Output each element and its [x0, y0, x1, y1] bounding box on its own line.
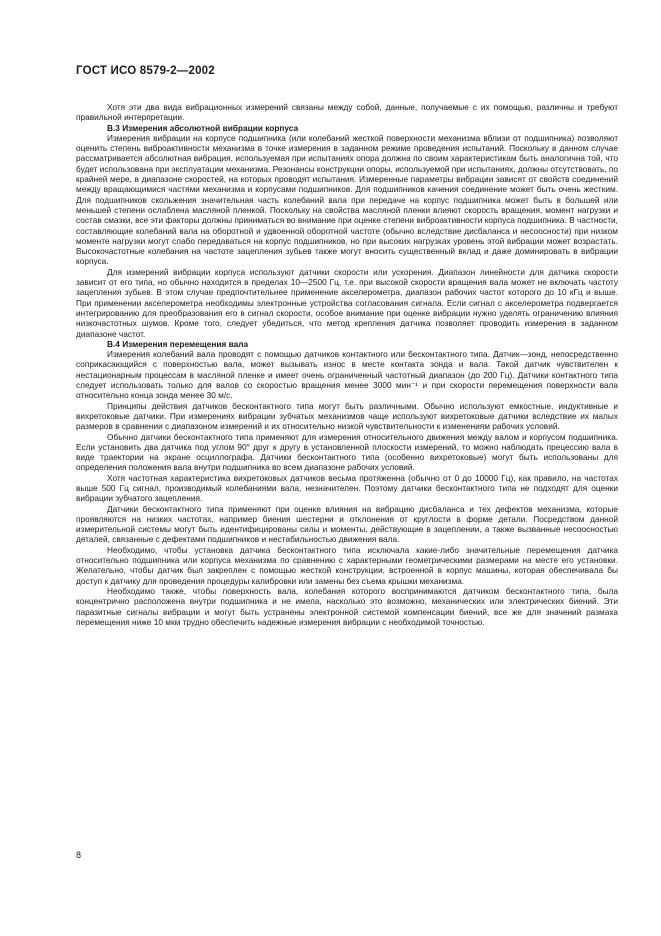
- paragraph-b4-1: Измерения колебаний вала проводят с помощью датчиков контактного или бесконтактного типа. Датчик—зонд, непосредственно соприкасающийся с поверхностью вала, может вызывать износ в месте контакта зонда и вала. Такой датчик чувствителен к нестационарным процессам в масляной пленке и имеет очень ограниченный частотный диапазон (до 200 Гц). Датчики контактного типа следует использовать только для валов со скоростью вращения менее 3000 мин⁻¹ и при скорости перемещения поверхности вала относительно конца зонда менее 30 м/с.: [76, 349, 618, 401]
- paragraph-b4-3: Обычно датчики бесконтактного типа применяют для измерения относительного движения между валом и корпусом подшипника. Если установить два датчика под углом 90° друг к другу в установленной плоскости измерений, то можно наблюдать прецессию вала в виде траектории на экране осциллографа. Датчики бесконтактного типа (особенно вихретоковые) могут быть использованы для определения положения вала внутри подшипника во всем диапазоне рабочих условий.: [76, 431, 618, 473]
- paragraph-b4-4: Хотя частотная характеристика вихретоковых датчиков весьма протяженна (обычно от 0 до 10000 Гц), как правило, на частотах выше 500 Гц сигнал, производимый колебаниями вала, незначителен. Поэтому датчики бесконтактного типа не подходят для оценки вибрации зубчатого зацепления.: [76, 472, 618, 504]
- page-number: 8: [76, 850, 82, 860]
- paragraph-b4-7: Необходимо также, чтобы поверхность вала, колебания которого воспринимаются датчиком бесконтактного типа, была концентрично расположена внутри подшипника и не имела, насколько это возможно, механических или электрических биений. Эти паразитные сигналы вибрации и могут быть устранены электронной системой компенсации биений, все же для значений размаха перемещения ниже 10 мкм трудно обеспечить надежные измерения вибрации с необходимой точностью.: [76, 585, 618, 627]
- paragraph-b3-2: Для измерений вибрации корпуса используют датчики скорости или ускорения. Диапазон линейности для датчика скорости зависит от его типа, но обычно находится в пределах 10—2500 Гц, т.е. при высокой скорости вращения вала может не включать частоту зацепления зубьев. В этом случае предпочтительнее применение акселерометра, диапазон рабочих частот которого до 10 кГц и выше. При применении акселерометра необходимы электронные устройства согласования сигнала. Если сигнал с акселерометра подвергается интегрированию для преобразования его в сигнал скорости, особое внимание при оценке вибрации нужно уделять ограничению влияния низкочастотных шумов. Кроме того, следует убедиться, что метод крепления датчика позволяет проводить измерения в заданном диапазоне частот.: [76, 266, 618, 339]
- paragraph-intro: Хотя эти два вида вибрационных измерений связаны между собой, данные, получаемые с их помощью, различны и требуют правильной интерпретации.: [76, 102, 618, 123]
- paragraph-b4-2: Принципы действия датчиков бесконтактного типа могут быть различными. Обычно используют емкостные, индуктивные и вихретоковые датчики. При измерениях вибрации зубчатых механизмов чаще используют вихретоковые датчики вследствие их малых размеров в сравнении с диапазоном измерений и их относительно низкой чувствительности к изменениям рабочих условий.: [76, 400, 618, 432]
- paragraph-b4-6: Необходимо, чтобы установка датчика бесконтактного типа исключала какие-либо значительные перемещения датчика относительно подшипника или корпуса механизма по сравнению с характерными геометрическими размерами на месте его установки. Желательно, чтобы датчик был закреплен с помощью жесткой конструкции, встроенной в корпус машины, которая обеспечивала бы доступ к датчику для проведения процедуры калибровки или замены без съема крышки механизма.: [76, 544, 618, 586]
- paragraph-b4-5: Датчики бесконтактного типа применяют при оценке влияния на вибрацию дисбаланса и тех дефектов механизма, которые проявляются на низких частотах, например биения шестерни и отклонения от круглости в форме детали. Посредством данной измерительной системы могут быть идентифицированы силы и моменты, действующие в зацеплении, а также вызванные несоосностью деталей, связанные с дефектами подшипников и нестабильностью движения вала.: [76, 503, 618, 545]
- page-header-doc-code: ГОСТ ИСО 8579-2—2002: [76, 65, 215, 77]
- document-body: [76, 96, 618, 627]
- section-heading-b3: В.3 Измерения абсолютной вибрации корпуса: [107, 122, 299, 133]
- paragraph-b3-1: Измерения вибрации на корпусе подшипника (или колебаний жесткой поверхности механизма вблизи от подшипника) позволяют оценить степень виброактивности механизма в точке измерения в заданном режиме проведения испытаний. Поскольку в данном случае рассматривается абсолютная вибрация, используемая при испытаниях опора должна по своим характеристикам быть аналогична той, что будет использована при эксплуатации механизма. Резонансы конструкции опоры, используемой при испытаниях, должны отсутствовать, по крайней мере, в диапазоне скоростей, на которых проводят испытания. Измеренные параметры вибрации зависят от свойств соединений между вращающимися частями механизма и корпусами подшипников. Для подшипников качения соединение может быть очень жестким. Для подшипников скольжения значительная часть колебаний вала при передаче на корпус подшипника может быть в большей или меньшей степени ослаблена масляной пленкой. Поскольку на свойства масляной пленки влияют скорость вращения, момент нагрузки и состав смазки, все эти факторы должны приниматься во внимание при оценке степени виброактивности корпуса подшипника. В частности, составляющие колебаний вала на оборотной и удвоенной оборотной частоте (обычно вследствие дисбаланса и несоосности) при низком моменте нагрузки могут слабо передаваться на корпус подшипников, но при высоких нагрузках уровень этой вибрации может возрастать. Высокочастотные колебания на частоте зацепления зубьев также могут вносить существенный вклад и даже доминировать в вибрации корпуса.: [76, 132, 618, 267]
- section-heading-b4: В.4 Измерения перемещения вала: [107, 338, 249, 349]
